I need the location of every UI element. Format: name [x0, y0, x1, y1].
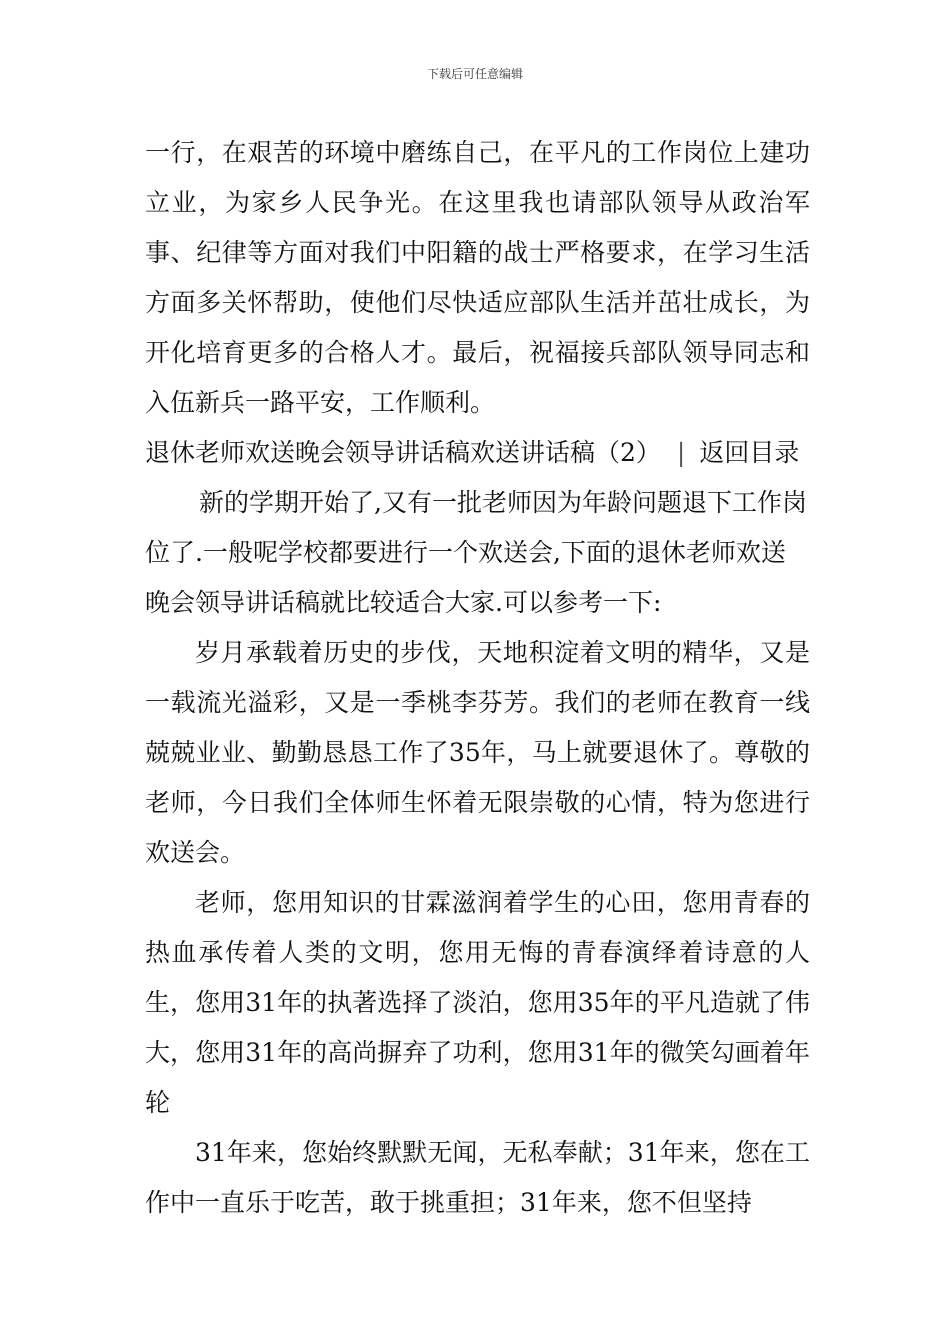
section-title: 退休老师欢送晚会领导讲话稿欢送讲话稿（2） — [145, 438, 661, 467]
back-to-toc-link[interactable]: 返回目录 — [699, 438, 800, 467]
document-body — [145, 128, 810, 1228]
heading-divider: | — [676, 438, 686, 467]
section-heading — [145, 428, 810, 628]
paragraph-3: 老师，您用知识的甘霖滋润着学生的心田，您用青春的热血承传着人类的文明，您用无悔的青春演绎着诗意的人生，您用31年的执著选择了淡泊，您用35年的平凡造就了伟大，您用31年的高尚摒弃了功利，您用31年的微笑勾画着年轮 — [145, 888, 810, 1117]
intro-text: 新的学期开始了,又有一批老师因为年龄问题退下工作岗位了.一般呢学校都要进行一个欢送会,下面的退休老师欢送晚会领导讲话稿就比较适合大家.可以参考一下: — [145, 488, 807, 617]
paragraph-2: 岁月承载着历史的步伐，天地积淀着文明的精华，又是一载流光溢彩，又是一季桃李芬芳。我们的老师在教育一线兢兢业业、勤勤恳恳工作了35年，马上就要退休了。尊敬的老师，今日我们全体师生怀着无限崇敬的心情，特为您进行欢送会。 — [145, 638, 810, 867]
page-header: 下载后可任意编辑 — [426, 67, 523, 81]
paragraph-1: 一行，在艰苦的环境中磨练自己，在平凡的工作岗位上建功立业，为家乡人民争光。在这里我也请部队领导从政治军事、纪律等方面对我们中阳籍的战士严格要求，在学习生活方面多关怀帮助，使他们尽快适应部队生活并茁壮成长，为开化培育更多的合格人才。最后，祝福接兵部队领导同志和入伍新兵一路平安，工作顺利。 — [145, 138, 810, 417]
paragraph-4: 31年来，您始终默默无闻，无私奉献；31年来，您在工作中一直乐于吃苦，敢于挑重担；31年来，您不但坚持 — [145, 1138, 810, 1217]
